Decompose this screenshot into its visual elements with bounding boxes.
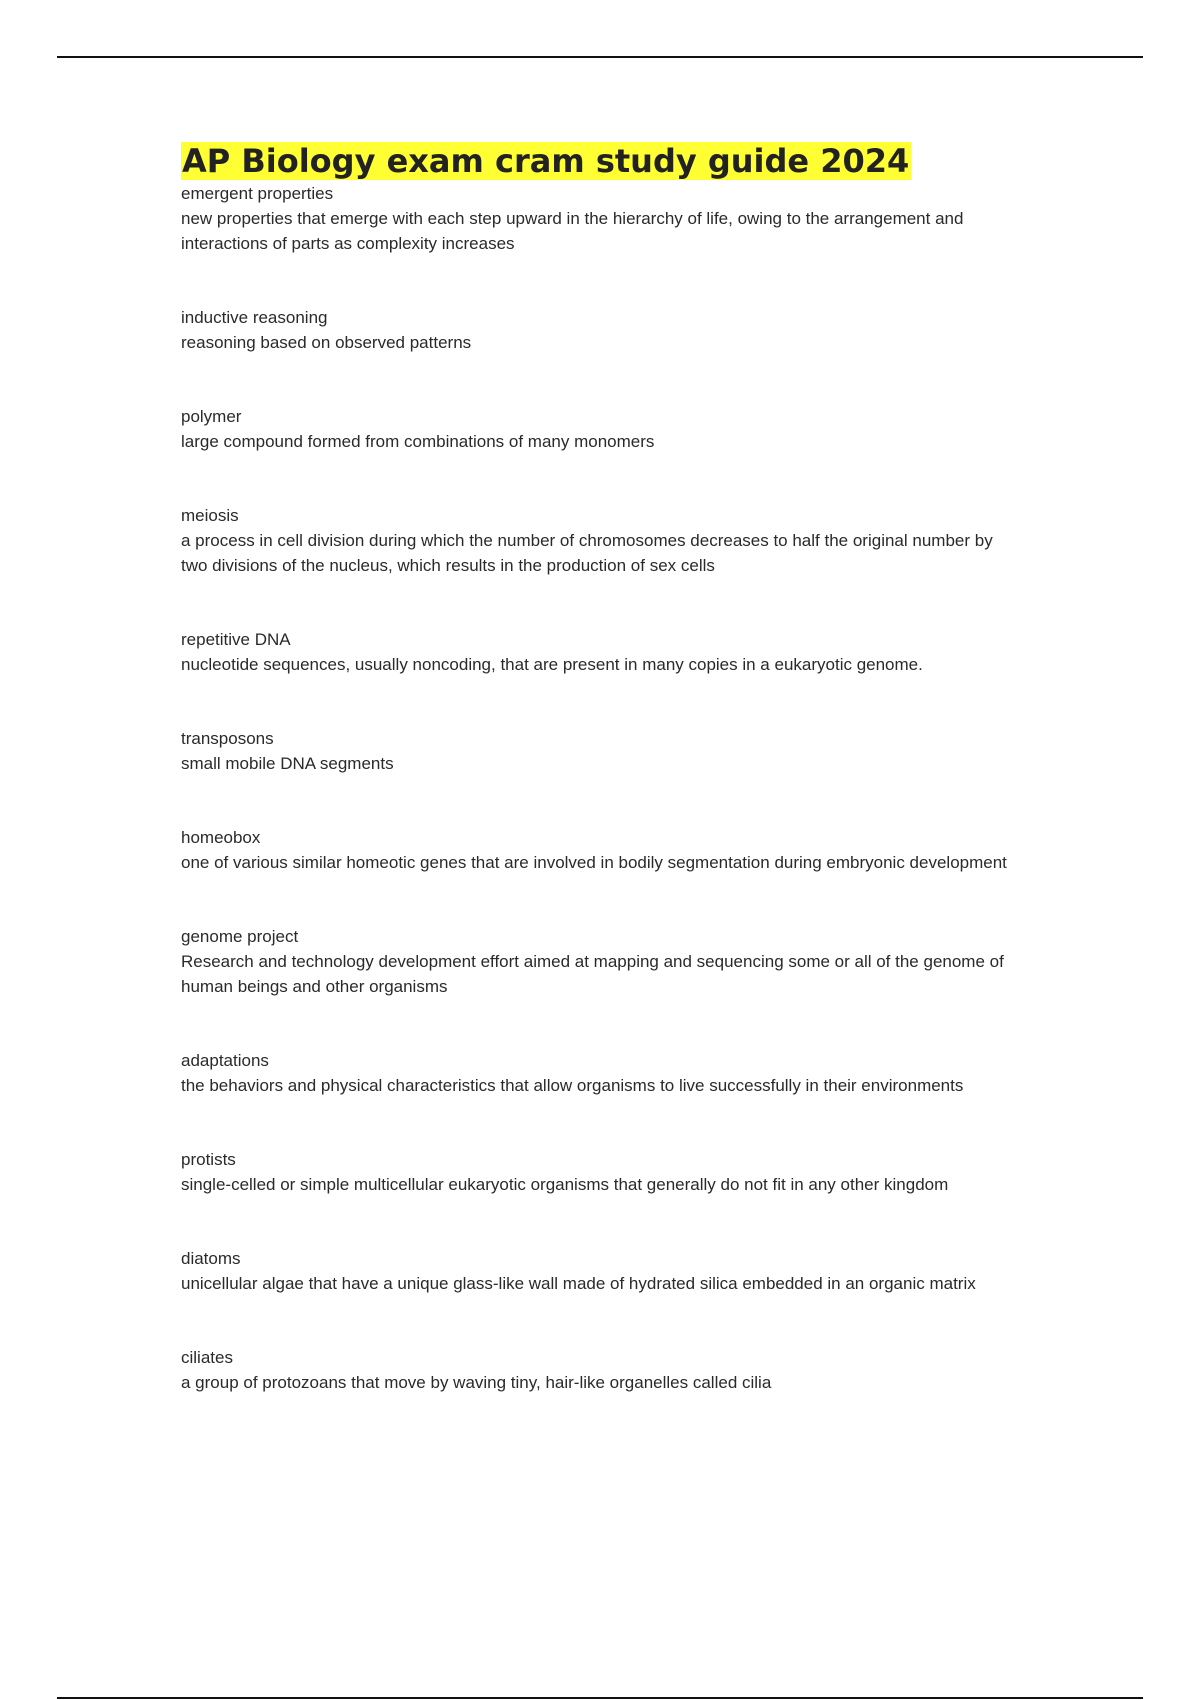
- entry-term: adaptations: [181, 1051, 269, 1070]
- entry-definition: small mobile DNA segments: [181, 754, 394, 773]
- entry-term: diatoms: [181, 1249, 241, 1268]
- glossary-entry: [181, 1048, 1021, 1098]
- glossary-entry: [181, 627, 1021, 677]
- glossary-entry: [181, 825, 1021, 875]
- entry-term: polymer: [181, 407, 242, 426]
- entry-term: genome project: [181, 927, 299, 946]
- entry-term: meiosis: [181, 506, 239, 525]
- entry-definition: new properties that emerge with each step upward in the hierarchy of life, owing to the arrangement and interactions of parts as complexity increases: [181, 209, 964, 253]
- document-body: [181, 141, 1021, 1395]
- entry-term: protists: [181, 1150, 236, 1169]
- entry-definition: one of various similar homeotic genes that are involved in bodily segmentation during embryonic development: [181, 853, 1007, 872]
- entry-definition: reasoning based on observed patterns: [181, 333, 472, 352]
- entry-definition: a process in cell division during which the number of chromosomes decreases to half the original number by two divisions of the nucleus, which results in the production of sex cells: [181, 531, 993, 575]
- entry-term: transposons: [181, 729, 274, 748]
- entry-term: emergent properties: [181, 184, 334, 203]
- entry-term: inductive reasoning: [181, 308, 328, 327]
- glossary-entry: [181, 305, 1021, 355]
- glossary-entry: [181, 503, 1021, 578]
- title-highlight: AP Biology exam cram study guide 2024: [182, 142, 910, 180]
- glossary-entry: [181, 1147, 1021, 1197]
- entry-definition: unicellular algae that have a unique glass-like wall made of hydrated silica embedded in an organic matrix: [181, 1274, 976, 1293]
- entry-definition: nucleotide sequences, usually noncoding, that are present in many copies in a eukaryotic genome.: [181, 655, 923, 674]
- glossary-entry: [181, 1345, 1021, 1395]
- glossary-list: [181, 181, 1021, 1395]
- entry-definition: the behaviors and physical characteristics that allow organisms to live successfully in their environments: [181, 1076, 964, 1095]
- entry-definition: large compound formed from combinations of many monomers: [181, 432, 655, 451]
- glossary-entry: [181, 181, 1021, 256]
- document-title: [181, 141, 1021, 181]
- top-divider: [57, 56, 1143, 58]
- entry-term: repetitive DNA: [181, 630, 291, 649]
- glossary-entry: [181, 1246, 1021, 1296]
- entry-definition: Research and technology development effort aimed at mapping and sequencing some or all of the genome of human beings and other organisms: [181, 952, 1004, 996]
- bottom-divider: [57, 1697, 1143, 1699]
- entry-term: homeobox: [181, 828, 261, 847]
- entry-term: ciliates: [181, 1348, 233, 1367]
- entry-definition: a group of protozoans that move by waving tiny, hair-like organelles called cilia: [181, 1373, 772, 1392]
- glossary-entry: [181, 924, 1021, 999]
- glossary-entry: [181, 404, 1021, 454]
- entry-definition: single-celled or simple multicellular eukaryotic organisms that generally do not fit in any other kingdom: [181, 1175, 949, 1194]
- glossary-entry: [181, 726, 1021, 776]
